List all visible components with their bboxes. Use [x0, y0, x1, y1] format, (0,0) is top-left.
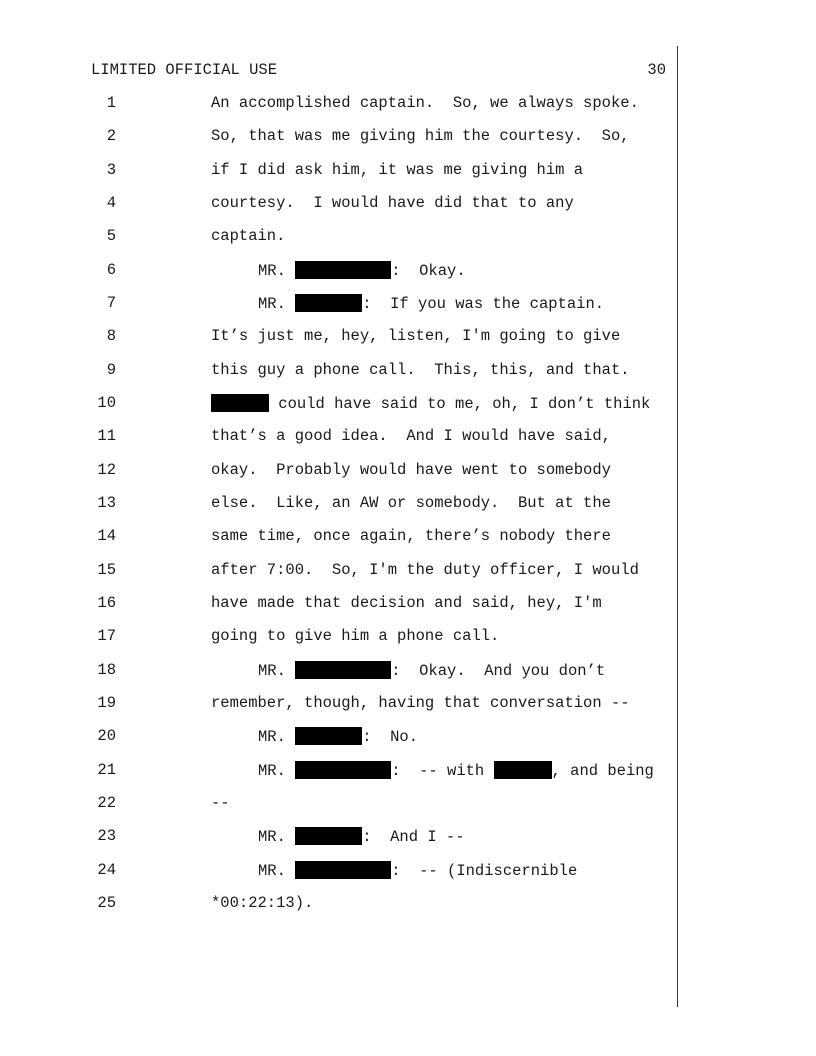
speaker-line — [258, 861, 577, 880]
transcript-line — [0, 361, 676, 381]
line-number: 17 — [97, 627, 116, 645]
line-text: this guy a phone call. This, this, and that. — [211, 361, 630, 379]
line-number: 22 — [97, 794, 116, 812]
line-text: So, that was me giving him the courtesy. So, — [211, 127, 630, 145]
line-number: 6 — [106, 261, 116, 279]
transcript-line — [0, 294, 676, 314]
redaction-block — [295, 661, 391, 679]
redaction-block — [211, 394, 269, 412]
redaction-block — [295, 727, 362, 745]
redaction-block — [295, 861, 391, 879]
transcript-line — [0, 794, 676, 814]
line-number: 5 — [106, 227, 116, 245]
line-number: 19 — [97, 694, 116, 712]
line-text: : And I -- — [362, 828, 465, 846]
speaker-prefix: MR. — [258, 728, 286, 746]
line-text: : If you was the captain. — [362, 295, 605, 313]
transcript-line — [0, 561, 676, 581]
line-number: 9 — [106, 361, 116, 379]
speaker-prefix: MR. — [258, 295, 286, 313]
speaker-line — [258, 294, 604, 313]
line-text: could have said to me, oh, I don’t think — [269, 395, 651, 413]
line-text: that’s a good idea. And I would have said, — [211, 427, 611, 445]
line-number: 14 — [97, 527, 116, 545]
redaction-block — [295, 261, 391, 279]
transcript-line — [0, 827, 676, 847]
line-number: 12 — [97, 461, 116, 479]
transcript-line — [0, 894, 676, 914]
line-text: : Okay. And you don’t — [391, 662, 606, 680]
line-number: 13 — [97, 494, 116, 512]
speaker-prefix: MR. — [258, 262, 286, 280]
line-text: courtesy. I would have did that to any — [211, 194, 574, 212]
line-text: going to give him a phone call. — [211, 627, 500, 645]
classification-header: LIMITED OFFICIAL USE — [91, 61, 278, 79]
line-number: 4 — [106, 194, 116, 212]
line-text: An accomplished captain. So, we always spoke. — [211, 94, 639, 112]
line-text: if I did ask him, it was me giving him a — [211, 161, 584, 179]
line-text: : -- (Indiscernible — [391, 862, 578, 880]
line-number: 18 — [97, 661, 116, 679]
line-text: remember, though, having that conversation -- — [211, 694, 630, 712]
line-number: 16 — [97, 594, 116, 612]
line-text: *00:22:13). — [211, 894, 314, 912]
redaction-block — [295, 827, 362, 845]
transcript-line — [0, 127, 676, 147]
line-text: -- — [211, 794, 230, 812]
transcript-line — [0, 594, 676, 614]
transcript-line — [0, 694, 676, 714]
redaction-block — [295, 294, 362, 312]
speaker-prefix: MR. — [258, 862, 286, 880]
redacted-line — [211, 394, 650, 413]
transcript-line — [0, 627, 676, 647]
speaker-prefix: MR. — [258, 762, 286, 780]
transcript-line — [0, 494, 676, 514]
speaker-line — [258, 261, 466, 280]
speaker-line — [258, 827, 465, 846]
line-text: else. Like, an AW or somebody. But at the — [211, 494, 611, 512]
line-number: 25 — [97, 894, 116, 912]
speaker-prefix: MR. — [258, 662, 286, 680]
line-text: okay. Probably would have went to somebody — [211, 461, 611, 479]
speaker-prefix: MR. — [258, 828, 286, 846]
line-number: 15 — [97, 561, 116, 579]
redaction-block — [295, 761, 391, 779]
line-number: 2 — [106, 127, 116, 145]
transcript-line — [0, 427, 676, 447]
transcript-line — [0, 94, 676, 114]
line-text: : -- with — [391, 762, 494, 780]
transcript-line — [0, 194, 676, 214]
line-number: 11 — [97, 427, 116, 445]
transcript-line — [0, 761, 676, 781]
line-number: 21 — [97, 761, 116, 779]
speaker-line — [258, 661, 605, 680]
line-text: : Okay. — [391, 262, 466, 280]
transcript-line — [0, 327, 676, 347]
line-text: captain. — [211, 227, 286, 245]
transcript-line — [0, 227, 676, 247]
transcript-line — [0, 527, 676, 547]
line-text: same time, once again, there’s nobody there — [211, 527, 611, 545]
transcript-line — [0, 394, 676, 414]
transcript-line — [0, 161, 676, 181]
line-number: 3 — [106, 161, 116, 179]
line-text: It’s just me, hey, listen, I'm going to give — [211, 327, 621, 345]
speaker-line — [258, 727, 418, 746]
transcript-line — [0, 461, 676, 481]
speaker-line — [258, 761, 654, 780]
line-number: 7 — [106, 294, 116, 312]
line-text: : No. — [362, 728, 419, 746]
margin-rule — [677, 46, 678, 1007]
transcript-line — [0, 727, 676, 747]
line-text: have made that decision and said, hey, I'm — [211, 594, 602, 612]
transcript-line — [0, 261, 676, 281]
line-number: 8 — [106, 327, 116, 345]
page-number: 30 — [647, 61, 666, 79]
line-number: 23 — [97, 827, 116, 845]
transcript-line — [0, 661, 676, 681]
line-number: 20 — [97, 727, 116, 745]
line-number: 24 — [97, 861, 116, 879]
transcript-line — [0, 861, 676, 881]
line-number: 1 — [106, 94, 116, 112]
redaction-block — [494, 761, 552, 779]
line-text-continued: , and being — [551, 762, 654, 780]
line-number: 10 — [97, 394, 116, 412]
line-text: after 7:00. So, I'm the duty officer, I would — [211, 561, 639, 579]
